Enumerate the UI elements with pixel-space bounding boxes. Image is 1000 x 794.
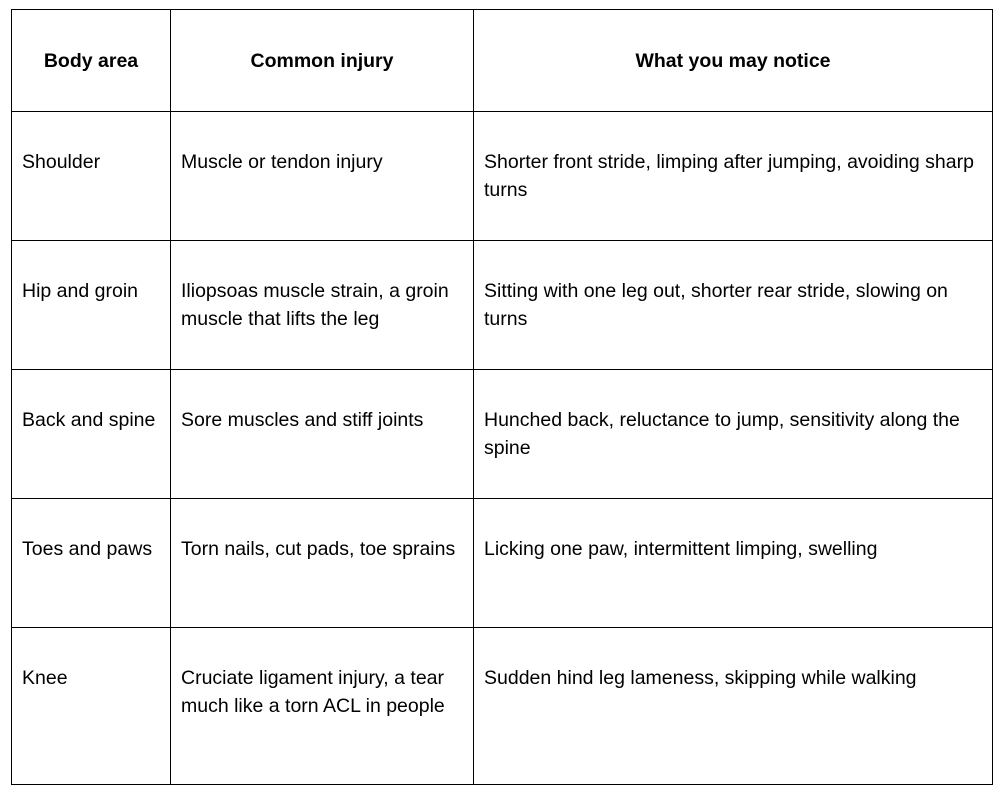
injury-table (11, 9, 993, 785)
common-injury-cell (171, 241, 474, 370)
notice-cell (474, 112, 993, 241)
body-area-cell (12, 628, 171, 785)
body-area-cell (12, 499, 171, 628)
cell-text: Hunched back, reluctance to jump, sensitivity along the spine (484, 409, 960, 459)
common-injury-cell (171, 112, 474, 241)
cell-text: Sudden hind leg lameness, skipping while walking (484, 667, 917, 689)
common-injury-cell (171, 370, 474, 499)
column-header-what-you-may-notice: What you may notice (474, 10, 993, 112)
table-header-row (12, 10, 993, 112)
notice-cell (474, 499, 993, 628)
cell-text: Cruciate ligament injury, a tear much like a torn ACL in people (181, 667, 445, 717)
cell-text: Shoulder (22, 151, 101, 173)
body-area-cell (12, 241, 171, 370)
table-row (12, 628, 993, 785)
notice-cell (474, 628, 993, 785)
body-area-cell (12, 112, 171, 241)
cell-text: Toes and paws (22, 538, 153, 560)
notice-cell (474, 370, 993, 499)
column-header-body-area: Body area (12, 10, 171, 112)
common-injury-cell (171, 499, 474, 628)
cell-text: Muscle or tendon injury (181, 151, 383, 173)
table-row (12, 499, 993, 628)
cell-text: Sore muscles and stiff joints (181, 409, 424, 431)
cell-text: Licking one paw, intermittent limping, swelling (484, 538, 878, 560)
table-row (12, 241, 993, 370)
cell-text: Back and spine (22, 409, 156, 431)
cell-text: Torn nails, cut pads, toe sprains (181, 538, 456, 560)
cell-text: Knee (22, 667, 68, 689)
notice-cell (474, 241, 993, 370)
table-row (12, 112, 993, 241)
cell-text: Sitting with one leg out, shorter rear stride, slowing on turns (484, 280, 948, 330)
common-injury-cell (171, 628, 474, 785)
cell-text: Iliopsoas muscle strain, a groin muscle that lifts the leg (181, 280, 449, 330)
cell-text: Shorter front stride, limping after jumping, avoiding sharp turns (484, 151, 974, 201)
column-header-common-injury: Common injury (171, 10, 474, 112)
body-area-cell (12, 370, 171, 499)
cell-text: Hip and groin (22, 280, 138, 302)
table-row (12, 370, 993, 499)
